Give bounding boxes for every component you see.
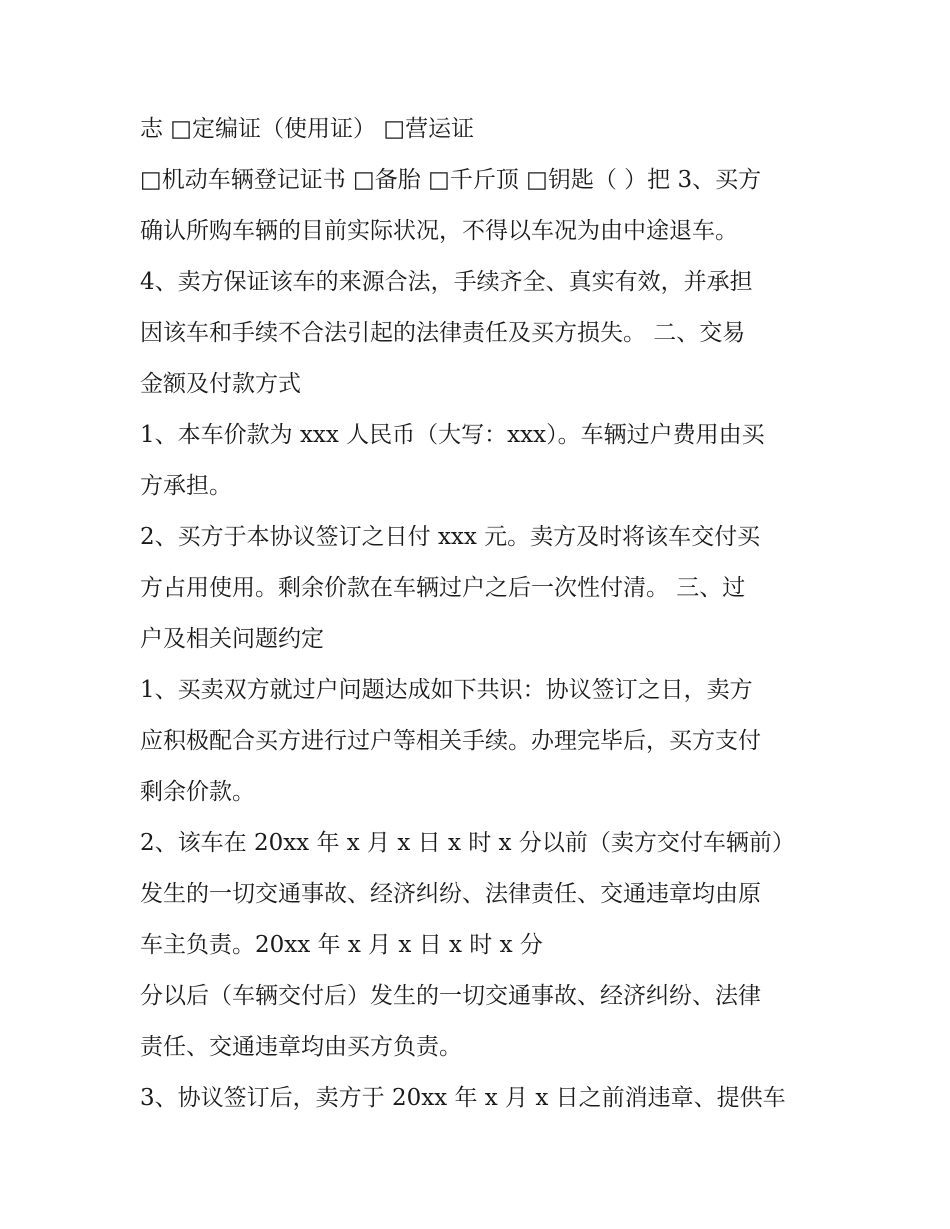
text-line: 方承担。 [140, 473, 232, 499]
text-line: □机动车辆登记证书 □备胎 □千斤顶 □钥匙（ ）把 3、买方 [140, 167, 762, 193]
text-line: 分以后（车辆交付后）发生的一切交通事故、经济纠纷、法律 [140, 983, 761, 1009]
text-line: 1、本车价款为 xxx 人民币（大写：xxx）。车辆过户费用由买 [140, 422, 765, 448]
text-line: 金额及付款方式 [140, 371, 301, 397]
contract-body [140, 104, 830, 1124]
text-line: 方占用使用。剩余价款在车辆过户之后一次性付清。 三、过 [140, 575, 746, 601]
text-line: 户及相关问题约定 [140, 626, 324, 652]
text-line: 责任、交通违章均由买方负责。 [140, 1034, 462, 1060]
text-line: 2、该车在 20xx 年 x 月 x 日 x 时 x 分以前（卖方交付车辆前） [140, 830, 795, 856]
text-line: 剩余价款。 [140, 779, 255, 805]
text-line: 1、买卖双方就过户问题达成如下共识：协议签订之日，卖方 [140, 677, 753, 703]
text-line: 3、协议签订后，卖方于 20xx 年 x 月 x 日之前消违章、提供车 [140, 1085, 786, 1111]
text-line: 车主负责。20xx 年 x 月 x 日 x 时 x 分 [140, 932, 543, 958]
text-line: 2、买方于本协议签订之日付 xxx 元。卖方及时将该车交付买 [140, 524, 761, 550]
text-line: 因该车和手续不合法引起的法律责任及买方损失。 二、交易 [140, 320, 746, 346]
text-line: 确认所购车辆的目前实际状况，不得以车况为由中途退车。 [140, 218, 738, 244]
text-line: 4、卖方保证该车的来源合法，手续齐全、真实有效，并承担 [140, 269, 753, 295]
text-line: 志 □定编证（使用证） □营运证 [140, 116, 475, 142]
text-line: 应积极配合买方进行过户等相关手续。办理完毕后，买方支付 [140, 728, 761, 754]
text-line: 发生的一切交通事故、经济纠纷、法律责任、交通违章均由原 [140, 881, 761, 907]
